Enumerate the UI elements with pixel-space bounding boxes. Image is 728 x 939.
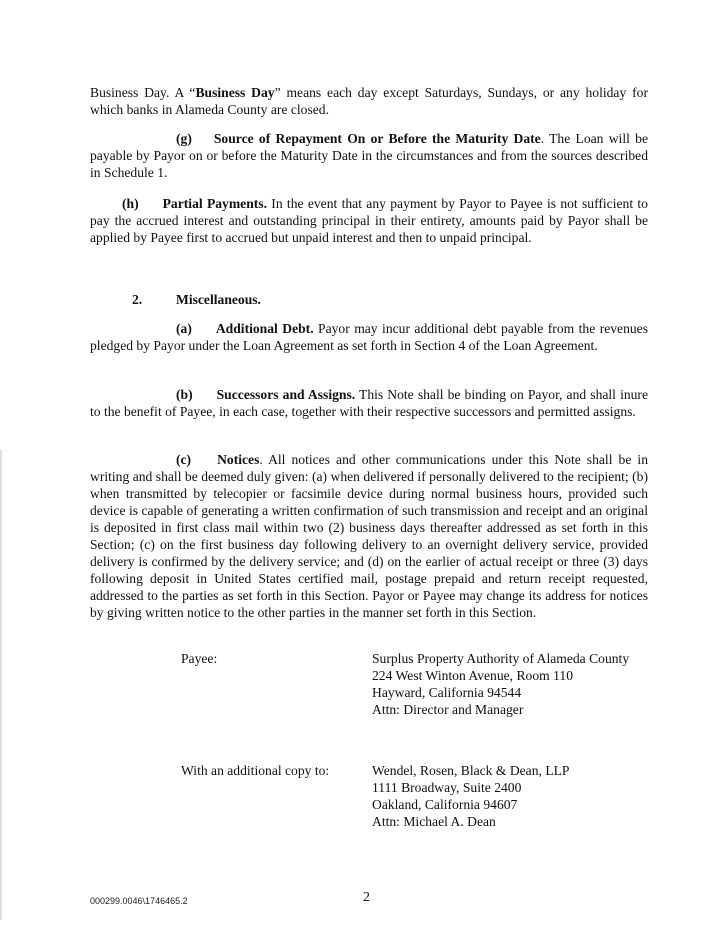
paragraph-g-label: (g) — [176, 131, 192, 146]
business-day-paragraph — [90, 84, 648, 118]
subsection-a-text: Payor may incur additional debt payable from the revenues pledged by Payor under the Loan Agreement as set forth in Section 4 of the Loan Agreement. — [90, 321, 648, 353]
section-2-number: 2. — [132, 292, 143, 307]
business-day-term: Business Day — [195, 85, 275, 100]
scan-shadow-edge — [0, 450, 3, 920]
paragraph-h-title: Partial Payments. — [162, 196, 267, 211]
payee-address-line: Hayward, California 94544 — [372, 685, 522, 700]
payee-address — [372, 650, 672, 718]
subsection-b-text: This Note shall be binding on Payor, and shall inure to the benefit of Payee, in each case, together with their respective successors and permitted assigns. — [90, 387, 648, 419]
subsection-c-text: . All notices and other communications under this Note shall be in writing and shall be deemed duly given: (a) when delivered if personally delivered to the recipient; (b) when transmitted by telecopier or facsimile device during normal business hours, provided such device is capable of generating a written confirmation of such transmission and receipt and an original is deposited in first class mail within two (2) business days thereafter addressed as set forth in this Section; (c) on the first business day following delivery to an overnight delivery service, provided delivery is confirmed by the delivery service; and (d) on the earlier of actual receipt or three (3) days following deposit in United States certified mail, postage prepaid and return receipt requested, addressed to the parties as set forth in this Section. Payor or Payee may change its address for notices by giving written notice to the other parties in the manner set forth in this Section. — [90, 452, 648, 620]
copy-to-address — [372, 762, 672, 830]
subsection-a-label: (a) — [176, 321, 192, 336]
business-day-prefix: Business Day. A “ — [90, 85, 196, 100]
subsection-c-label: (c) — [176, 452, 192, 467]
paragraph-g — [90, 130, 648, 181]
payee-address-line: 224 West Winton Avenue, Room 110 — [372, 668, 573, 683]
payee-address-line: Surplus Property Authority of Alameda County — [372, 651, 630, 666]
subsection-a-title: Additional Debt. — [215, 321, 314, 336]
subsection-c — [90, 451, 648, 621]
copy-to-address-line: Wendel, Rosen, Black & Dean, LLP — [372, 763, 570, 778]
paragraph-h-text: In the event that any payment by Payor to Payee is not sufficient to pay the accrued interest and outstanding principal in their entirety, amounts paid by Payor shall be applied by Payee first to accrued but unpaid interest and then to unpaid principal. — [90, 196, 648, 245]
copy-to-label: With an additional copy to: — [181, 763, 330, 778]
section-2-heading — [132, 291, 261, 308]
payee-label: Payee: — [181, 651, 218, 666]
subsection-b-label: (b) — [176, 387, 193, 402]
paragraph-h-label: (h) — [122, 196, 139, 211]
copy-to-address-line: Oakland, California 94607 — [372, 797, 518, 812]
subsection-b-title: Successors and Assigns. — [216, 387, 356, 402]
paragraph-h — [90, 195, 648, 246]
copy-to-address-line: Attn: Michael A. Dean — [372, 814, 496, 829]
section-2-title: Miscellaneous. — [176, 292, 261, 307]
business-day-suffix: ” means each day except Saturdays, Sundays, or any holiday for which banks in Alameda County are closed. — [90, 85, 648, 117]
copy-to-address-line: 1111 Broadway, Suite 2400 — [372, 780, 522, 795]
paragraph-g-text: . The Loan will be payable by Payor on or before the Maturity Date in the circumstances and from the sources described in Schedule 1. — [90, 131, 648, 180]
subsection-c-title: Notices — [217, 452, 260, 467]
subsection-b — [90, 386, 648, 420]
page-number: 2 — [363, 890, 370, 905]
payee-address-line: Attn: Director and Manager — [372, 702, 524, 717]
document-id: 000299.0046\1746465.2 — [90, 896, 188, 906]
subsection-a — [90, 320, 648, 354]
paragraph-g-title: Source of Repayment On or Before the Maturity Date — [213, 131, 541, 146]
